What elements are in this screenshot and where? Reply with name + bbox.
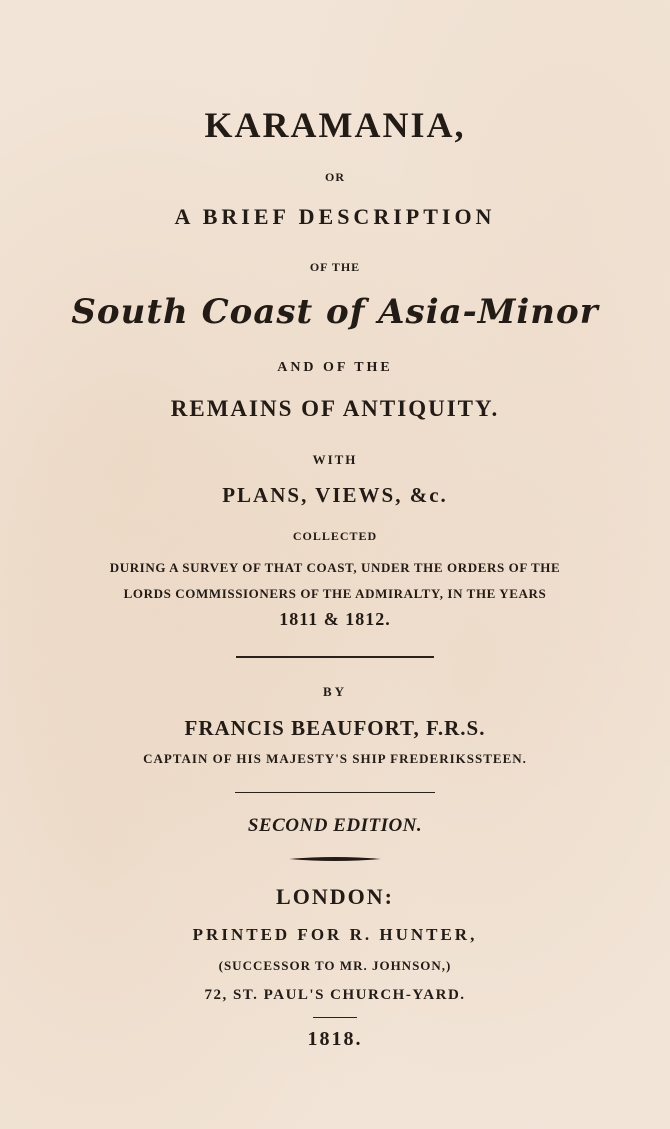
divider-rule	[235, 792, 435, 793]
survey-line-2: LORDS COMMISSIONERS OF THE ADMIRALTY, IN THE YEARS	[123, 586, 547, 601]
collected-text: COLLECTED	[292, 529, 378, 543]
with-text: WITH	[312, 452, 358, 467]
publication-year: 1818.	[307, 1028, 363, 1050]
successor-line: (SUCCESSOR TO MR. JOHNSON,)	[218, 958, 452, 973]
swell-rule-ornament	[289, 856, 381, 862]
divider-rule	[313, 1017, 357, 1018]
author-name: FRANCIS BEAUFORT, F.R.S.	[184, 716, 486, 740]
or-text: OR	[325, 170, 345, 184]
plans-text: PLANS, VIEWS, &c.	[222, 483, 448, 507]
divider-rule	[236, 656, 434, 658]
region-title: South Coast of Asia-Minor	[71, 292, 599, 332]
of-the-text: OF THE	[309, 260, 361, 274]
survey-years: 1811 & 1812.	[279, 609, 391, 629]
author-title: CAPTAIN OF HIS MAJESTY'S SHIP FREDERIKSSTEEN.	[143, 751, 527, 766]
book-title: KARAMANIA,	[204, 105, 466, 145]
survey-line-1: DURING A SURVEY OF THAT COAST, UNDER THE ORDERS OF THE	[109, 560, 561, 575]
publication-city: LONDON:	[276, 884, 394, 909]
by-text: BY	[322, 684, 348, 699]
edition-text: SECOND EDITION.	[247, 815, 423, 836]
and-of-the-text: AND OF THE	[277, 360, 393, 375]
remains-title: REMAINS OF ANTIQUITY.	[170, 396, 500, 421]
printer-line: PRINTED FOR R. HUNTER,	[192, 925, 478, 944]
subtitle: A BRIEF DESCRIPTION	[174, 204, 496, 229]
printer-address: 72, ST. PAUL'S CHURCH-YARD.	[204, 987, 466, 1003]
